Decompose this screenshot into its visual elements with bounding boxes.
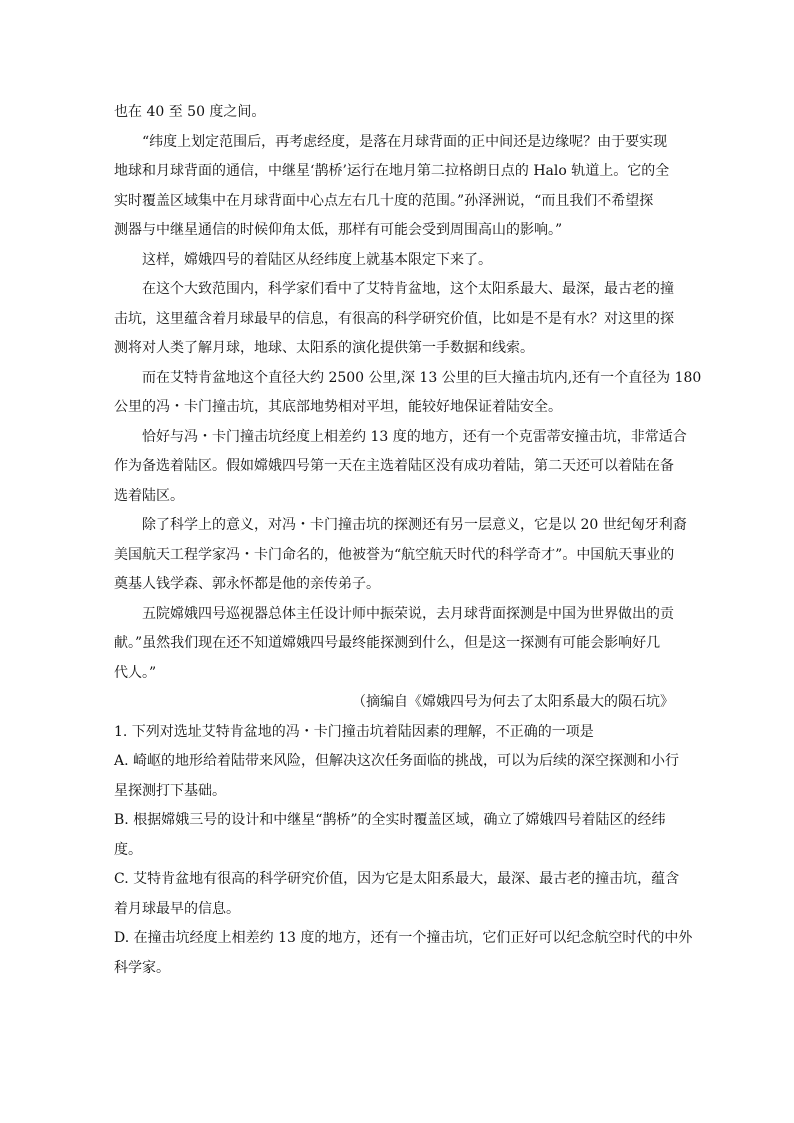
option-d-cont: 科学家。 [114,959,170,976]
question-block [114,718,693,984]
text-line: 恰好与冯・卡门撞击坑经度上相差约 13 度的地方，还有一个克雷蒂安撞击坑，非常适合 [142,428,687,445]
text-line: 地球和月球背面的通信，中继星‘鹊桥’运行在地月第二拉格朗日点的 Halo 轨道上。它的全 [114,163,670,179]
text-line: 公里的冯・卡门撞击坑，其底部地势相对平坦，能较好地保证着陆安全。 [114,399,562,415]
text-line: 测将对人类了解月球，地球、太阳系的演化提供第一手数据和线索。 [114,340,534,356]
option-a-cont: 星探测打下基础。 [114,782,226,799]
text-line: 作为备选着陆区。假如嫦娥四号第一天在主选着陆区没有成功着陆，第二天还可以着陆在备 [114,458,674,474]
text-line: “纬度上划定范围后，再考虑经度，是落在月球背面的正中间还是边缘呢？由于要实现 [142,133,668,150]
text-line: 代人。” [114,664,157,681]
option-b-cont: 度。 [114,841,142,858]
text-line: 而在艾特肯盆地这个直径大约 2500 公里,深 13 公里的巨大撞击坑内,还有一个直径为 180 [142,369,702,386]
text-line: 也在 40 至 50 度之间。 [114,104,266,120]
text-line: 实时覆盖区域集中在月球背面中心点左右几十度的范围。”孙泽洲说，“而且我们不希望探 [114,192,654,209]
option-c-cont: 着月球最早的信息。 [114,900,240,917]
text-line: 击坑，这里蕴含着月球最早的信息，有很高的科学研究价值，比如是不是有水？对这里的探 [114,310,674,327]
text-line: 这样，嫦娥四号的着陆区从经纬度上就基本限定下来了。 [142,251,492,268]
text-line: 奠基人钱学森、郭永怀都是他的亲传弟子。 [114,576,380,592]
text-line: 五院嫦娥四号巡视器总体主任设计师中振荣说，去月球背面探测是中国为世界做出的贡 [142,605,674,622]
text-line: 测器与中继星通信的时候仰角太低，那样有可能会受到周围高山的影响。” [114,222,563,238]
text-line: 献。”虽然我们现在还不知道嫦娥四号最终能探测到什么，但是这一探测有可能会影响好几 [114,635,661,651]
text-line: 美国航天工程学家冯・卡门命名的，他被誉为“航空航天时代的科学奇才”。中国航天事业的 [114,546,675,563]
option-b: B. 根据嫦娥三号的设计和中继星“鹊桥”的全实时覆盖区域，确立了嫦娥四号着陆区的经纬 [114,812,666,828]
option-a: A. 崎岖的地形给着陆带来风险，但解决这次任务面临的挑战，可以为后续的深空探测和小行 [114,753,680,769]
option-c: C. 艾特肯盆地有很高的科学研究价值，因为它是太阳系最大，最深、最古老的撞击坑，蕴含 [114,871,680,887]
source-citation: （摘编自《嫦娥四号为何去了太阳系最大的陨石坑》 [352,694,674,710]
question-stem: 1. 下列对选址艾特肯盆地的冯・卡门撞击坑着陆因素的理解，不正确的一项是 [114,723,594,740]
option-d: D. 在撞击坑经度上相差约 13 度的地方，还有一个撞击坑，它们正好可以纪念航空时代的中外 [114,930,693,946]
text-line: 选着陆区。 [114,487,184,504]
article-body [114,98,702,718]
text-line: 在这个大致范围内，科学家们看中了艾特肯盆地，这个太阳系最大、最深，最古老的撞 [142,281,674,297]
text-line: 除了科学上的意义，对冯・卡门撞击坑的探测还有另一层意义，它是以 20 世纪匈牙利裔 [142,517,687,533]
document-page [114,98,702,983]
